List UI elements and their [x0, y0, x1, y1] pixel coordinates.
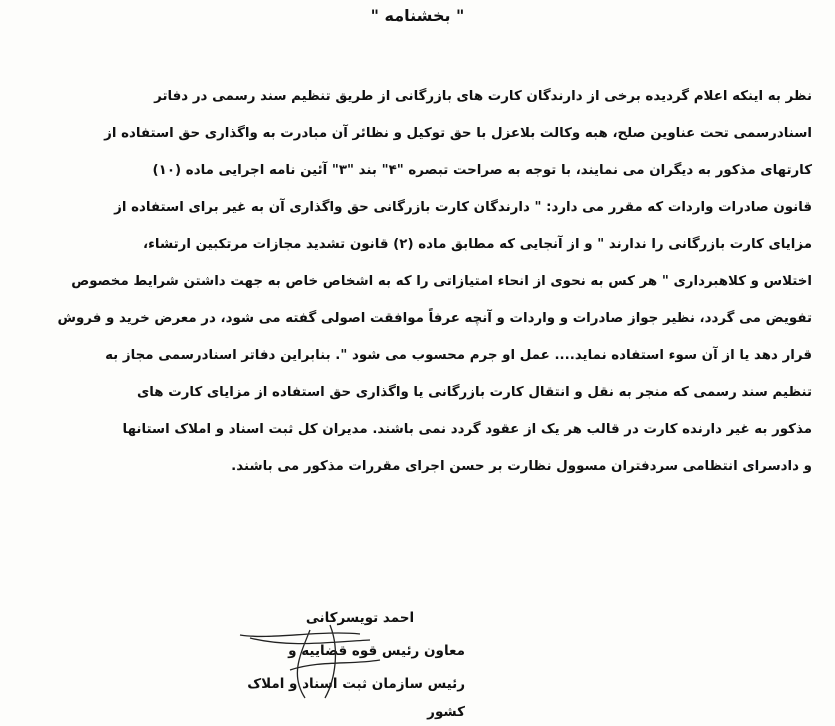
- body-line: کارتهای مذکور به دیگران می نمایند، با توجه به صراحت تبصره "۴" بند "۳" آئین نامه اجرایی ماده (۱۰): [152, 163, 812, 178]
- signatory-name: احمد تویسرکانی: [305, 610, 415, 626]
- signatory-title-2: رئیس سازمان ثبت اسناد و املاک کشور: [247, 676, 465, 720]
- body-line: قرار دهد یا از آن سوء استفاده نماید.... عمل او جرم محسوب می شود ". بنابراین دفاتر اسنادرسمی مجاز به: [105, 348, 812, 363]
- body-line: اسنادرسمی تحت عناوین صلح، هبه وکالت بلاعزل با حق توکیل و نظائر آن مبادرت به واگذاری حق استفاده از: [104, 126, 812, 141]
- body-line: تنظیم سند رسمی که منجر به نقل و انتقال کارت بازرگانی یا واگذاری حق استفاده از مزایای کارت های: [137, 385, 812, 400]
- body-line: اختلاس و کلاهبرداری " هر کس به نحوی از انحاء امتیازاتی را که به اشخاص خاص به جهت داشتن شرایط مخصوص: [71, 274, 812, 289]
- circular-body: [57, 82, 812, 489]
- body-line: نظر به اینکه اعلام گردیده برخی از دارندگان کارت های بازرگانی از طریق تنظیم سند رسمی در دفاتر: [154, 89, 812, 104]
- body-line: قانون صادرات واردات که مقرر می دارد: " دارندگان کارت بازرگانی حق واگذاری آن به غیر برای استفاده از: [114, 200, 812, 215]
- body-line: مزایای کارت بازرگانی را ندارند " و از آنجایی که مطابق ماده (۲) قانون تشدید مجازات مرتکبین ارتشاء،: [143, 237, 812, 252]
- document-title: " بخشنامه ": [370, 6, 465, 25]
- signature-block: [225, 604, 465, 720]
- signatory-title-1: معاون رئیس قوه قضاییه و: [288, 643, 465, 659]
- body-line: تفویض می گردد، نظیر جواز صادرات و واردات و آنچه عرفاً موافقت اصولی گفته می شود، در معرض خرید و فروش: [57, 311, 812, 326]
- body-line: و دادسرای انتظامی سردفتران مسوول نظارت بر حسن اجرای مقررات مذکور می باشند.: [231, 459, 812, 474]
- body-line: مذکور به غیر دارنده کارت در قالب هر یک از عقود گردد نمی باشند. مدیران کل ثبت اسناد و املاک استانها: [122, 422, 812, 437]
